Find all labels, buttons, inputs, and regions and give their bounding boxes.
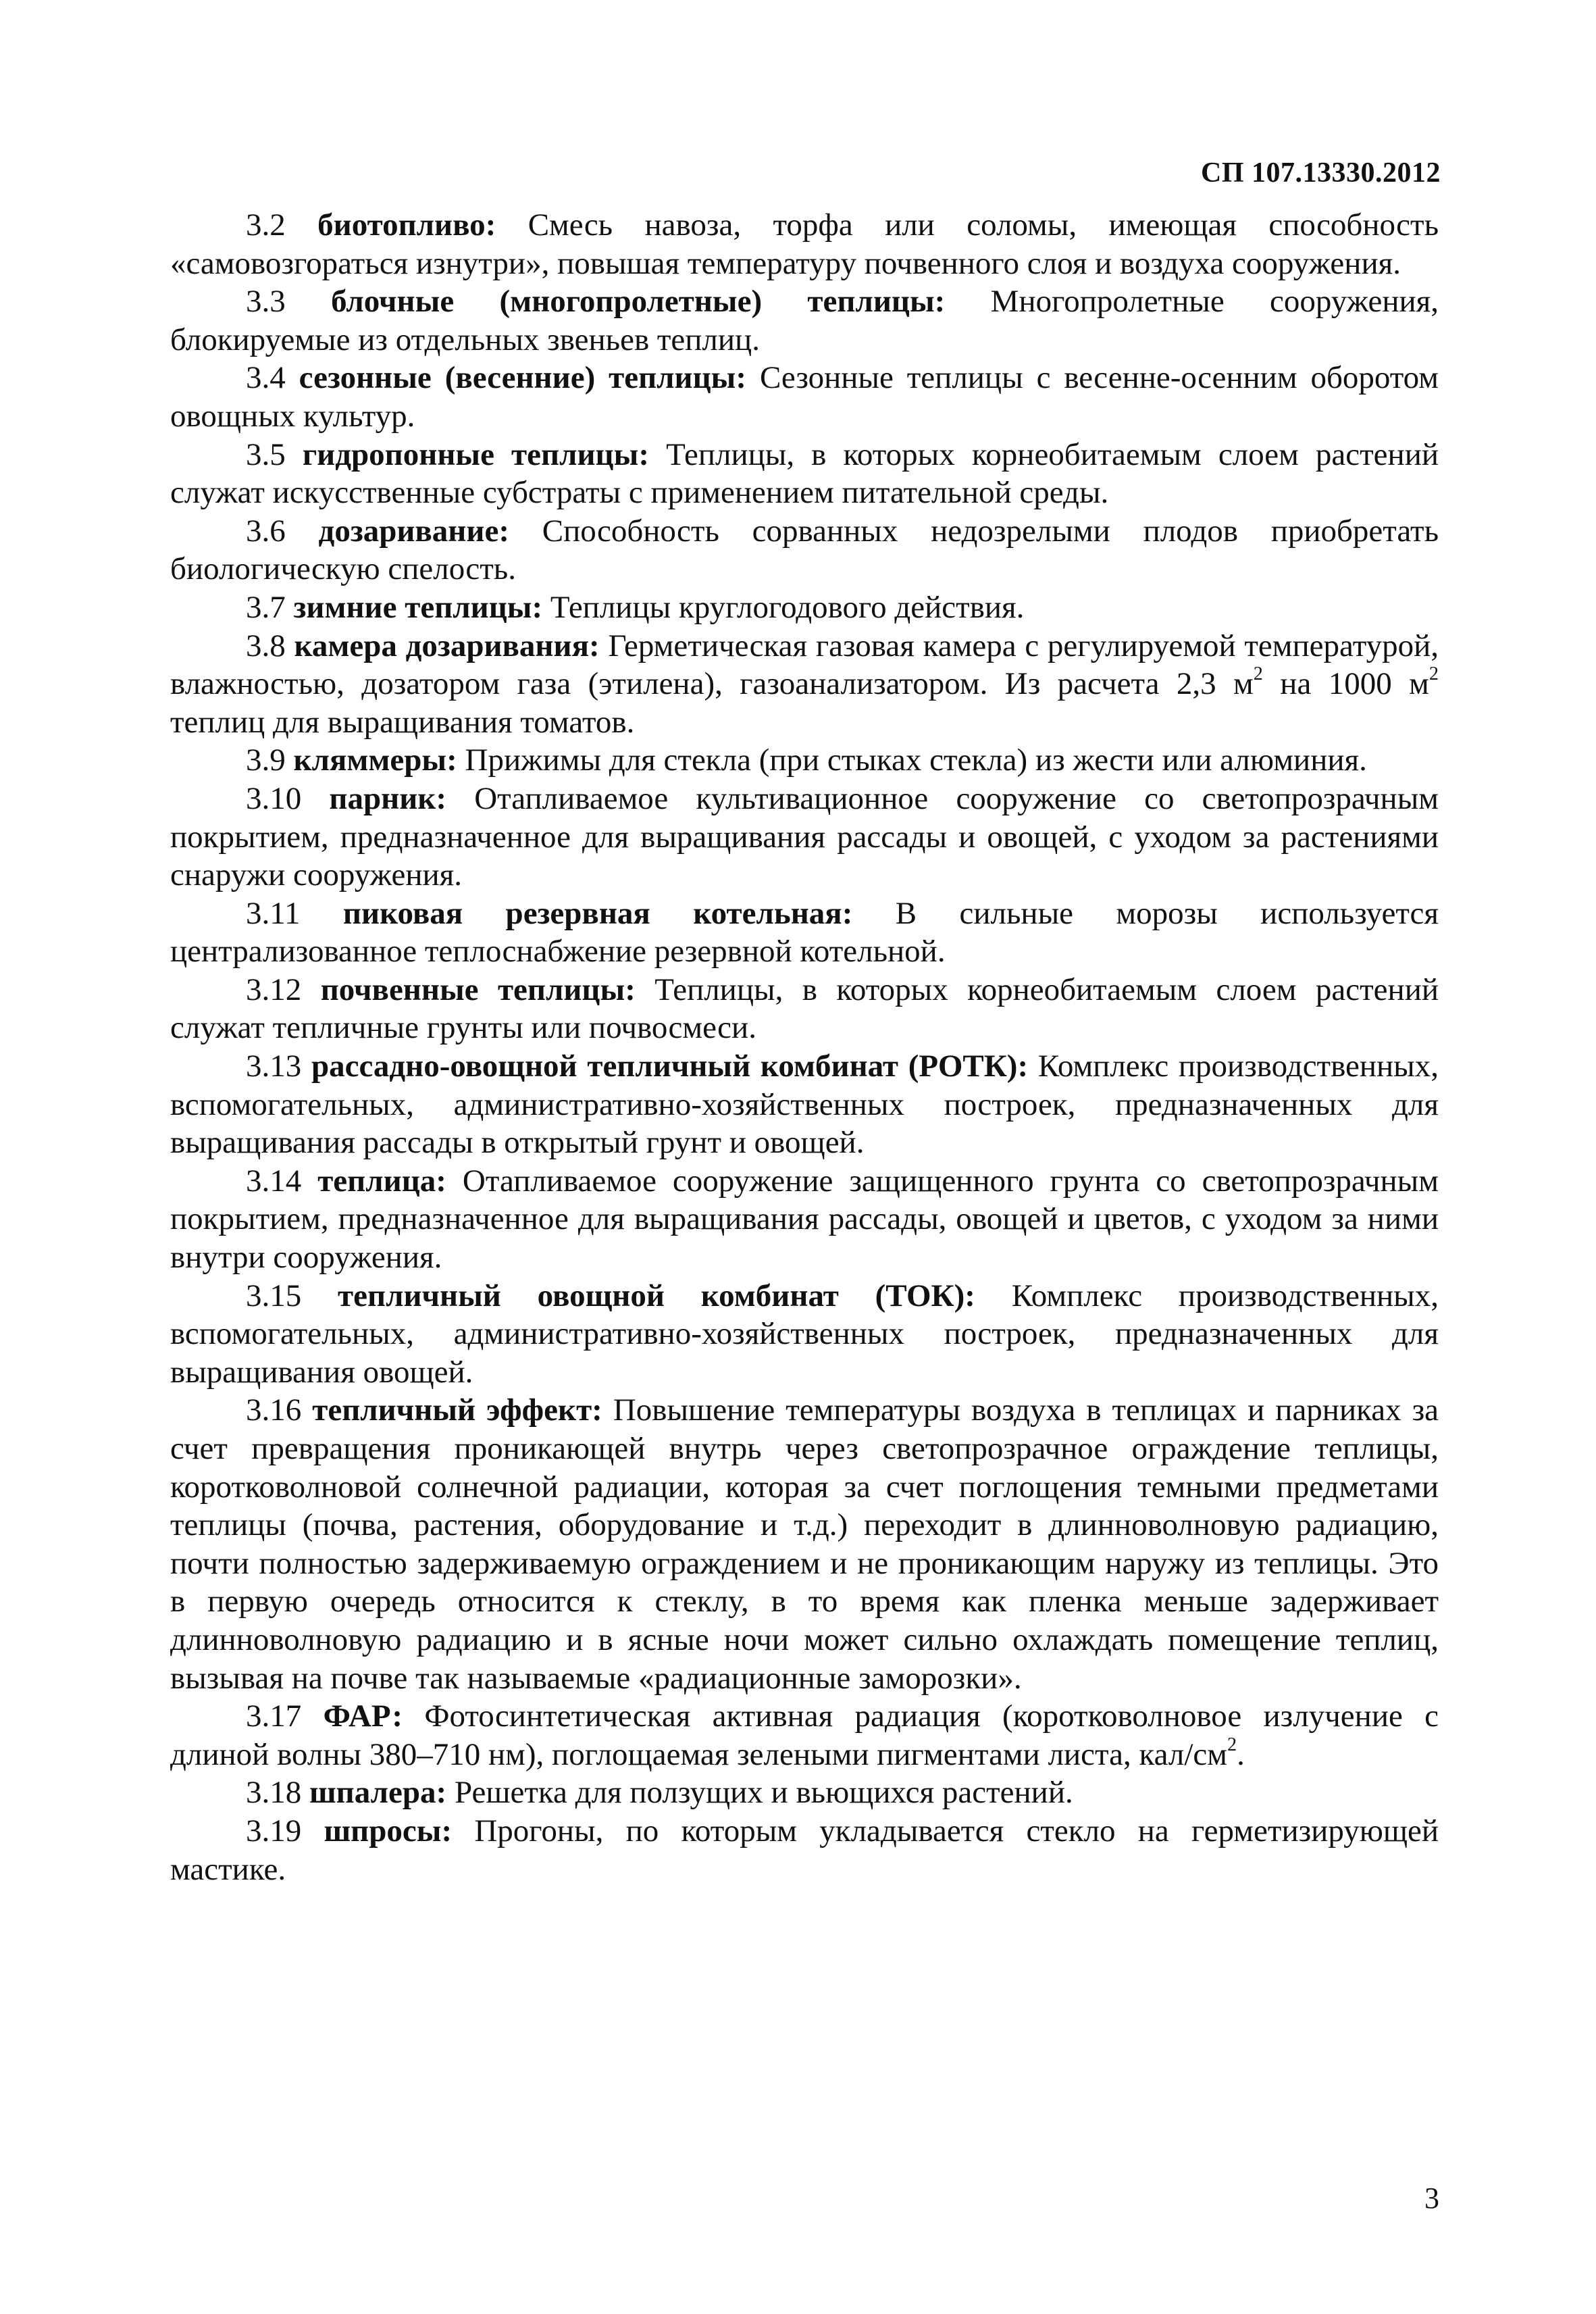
entry-definition: Прижимы для стекла (при стыках стекла) из жести или алюминия.	[465, 743, 1367, 778]
definition-entry	[170, 895, 1439, 971]
superscript: 2	[1428, 663, 1439, 684]
entry-term: теплица:	[317, 1163, 446, 1199]
entry-term: тепличный овощной комбинат (ТОК):	[338, 1278, 975, 1313]
definition-entry	[170, 741, 1439, 780]
entry-number: 3.19	[246, 1813, 302, 1848]
entry-definition: Решетка для ползущих и вьющихся растений.	[454, 1775, 1073, 1811]
entry-number: 3.17	[246, 1699, 302, 1734]
entry-definition: Отапливаемое сооружение защищенного грунта со светопрозрачным покрытием, предназначенное для выращивания рассады, овощей и цветов, с уходом за ними внутри сооружения.	[170, 1163, 1439, 1276]
page-number: 3	[1424, 2182, 1439, 2215]
entry-term: блочные (многопролетные) теплицы:	[331, 284, 946, 320]
entry-definition: Повышение температуры воздуха в теплицах и парниках за счет превращения проникающей внутрь через светопрозрачное ограждение теплицы, коротковолновой солнечной радиации, которая за счет поглощения темными предметами теплицы (почва, растения, оборудование и т.д.) переходит в длинноволновую радиацию, почти полностью задерживаемую ограждением и не проникающим наружу из теплицы. Это в первую очередь относится к стеклу, в то время как пленка меньше задерживает длинноволновую радиацию и в ясные ночи может сильно охлаждать помещение теплиц, вызывая на почве так называемые «радиационные заморозки».	[170, 1392, 1439, 1696]
definition-entry	[170, 627, 1439, 742]
entry-term: рассадно-овощной тепличный комбинат (РОТК):	[311, 1049, 1029, 1084]
entry-number: 3.8	[246, 628, 286, 663]
definition-entry	[170, 1277, 1439, 1392]
entry-number: 3.10	[246, 780, 302, 816]
definition-entry	[170, 282, 1439, 359]
definition-entry	[170, 1162, 1439, 1277]
entry-term: камера дозаривания:	[294, 628, 600, 663]
entry-term: почвенные теплицы:	[320, 972, 636, 1007]
entry-number: 3.4	[246, 360, 286, 396]
entry-number: 3.12	[246, 972, 302, 1007]
definitions-list	[170, 206, 1439, 1888]
entry-number: 3.3	[246, 284, 286, 320]
entry-definition: Теплицы круглогодового действия.	[550, 589, 1025, 625]
entry-definition: Комплекс производственных, вспомогательных, административно-хозяйственных построек, предназначенных для выращивания рассады в открытый грунт и овощей.	[170, 1049, 1439, 1161]
definition-entry	[170, 780, 1439, 895]
superscript: 2	[1227, 1734, 1237, 1755]
entry-definition: Теплицы, в которых корнеобитаемым слоем растений служат тепличные грунты или почвосмеси.	[170, 972, 1439, 1046]
entry-term: парник:	[329, 780, 447, 816]
entry-term: дозаривание:	[318, 513, 509, 549]
entry-definition: Теплицы, в которых корнеобитаемым слоем растений служат искусственные субстраты с применением питательной среды.	[170, 436, 1439, 511]
definition-entry	[170, 359, 1439, 435]
entry-number: 3.16	[246, 1392, 302, 1428]
entry-definition-cont: .	[1237, 1736, 1245, 1772]
entry-number: 3.15	[246, 1278, 302, 1313]
entry-number: 3.9	[246, 743, 286, 778]
entry-number: 3.7	[246, 589, 286, 625]
entry-term: шпалера:	[309, 1775, 447, 1811]
entry-term: ФАР:	[323, 1699, 403, 1734]
entry-term: тепличный эффект:	[312, 1392, 602, 1428]
entry-number: 3.13	[246, 1049, 302, 1084]
entry-definition: Герметическая газовая камера с регулируемой температурой, влажностью, дозатором газа (этилена), газоанализатором. Из расчета 2,3 м	[170, 628, 1439, 702]
definition-entry	[170, 588, 1439, 627]
entry-definition: Комплекс производственных, вспомогательных, административно-хозяйственных построек, предназначенных для выращивания овощей.	[170, 1278, 1439, 1390]
entry-term: кляммеры:	[293, 743, 457, 778]
definition-entry	[170, 1391, 1439, 1697]
entry-term: шпросы:	[324, 1813, 453, 1848]
entry-definition: Сезонные теплицы с весенне-осенним оборотом овощных культур.	[170, 360, 1439, 434]
definition-entry	[170, 1047, 1439, 1162]
document-code: СП 107.13330.2012	[1201, 157, 1441, 188]
definition-entry	[170, 206, 1439, 282]
definition-entry	[170, 971, 1439, 1047]
entry-number: 3.11	[246, 895, 301, 931]
entry-definition: В сильные морозы используется централизованное теплоснабжение резервной котельной.	[170, 895, 1439, 970]
entry-definition: Отапливаемое культивационное сооружение со светопрозрачным покрытием, предназначенное для выращивания рассады и овощей, с уходом за растениями снаружи сооружения.	[170, 780, 1439, 893]
definition-entry	[170, 1774, 1439, 1812]
entry-number: 3.2	[246, 207, 286, 243]
entry-number: 3.5	[246, 436, 286, 472]
entry-number: 3.14	[246, 1163, 302, 1199]
entry-number: 3.6	[246, 513, 286, 549]
entry-definition: Прогоны, по которым укладывается стекло на герметизирующей мастике.	[170, 1813, 1439, 1887]
definition-entry	[170, 1697, 1439, 1774]
entry-term: гидропонные теплицы:	[302, 436, 649, 472]
entry-term: сезонные (весенние) теплицы:	[299, 360, 747, 396]
entry-term: биотопливо:	[317, 207, 496, 243]
entry-definition: Смесь навоза, торфа или соломы, имеющая способность «самовозгораться изнутри», повышая температуру почвенного слоя и воздуха сооружения.	[170, 207, 1439, 281]
entry-definition: Многопролетные сооружения, блокируемые из отдельных звеньев теплиц.	[170, 284, 1439, 357]
definition-entry	[170, 436, 1439, 512]
entry-term: пиковая резервная котельная:	[342, 895, 853, 931]
entry-definition-cont: на 1000 м	[1262, 666, 1429, 702]
entry-definition: Способность сорванных недозрелыми плодов приобретать биологическую спелость.	[170, 513, 1439, 587]
entry-definition: Фотосинтетическая активная радиация (коротковолновое излучение с длиной волны 380–710 нм), поглощаемая зелеными пигментами листа, кал/см	[170, 1699, 1439, 1772]
definition-entry	[170, 1812, 1439, 1888]
entry-definition-cont: теплиц для выращивания томатов.	[170, 704, 635, 740]
entry-term: зимние теплицы:	[293, 589, 543, 625]
entry-number: 3.18	[246, 1775, 302, 1811]
superscript: 2	[1253, 663, 1263, 684]
definition-entry	[170, 512, 1439, 588]
